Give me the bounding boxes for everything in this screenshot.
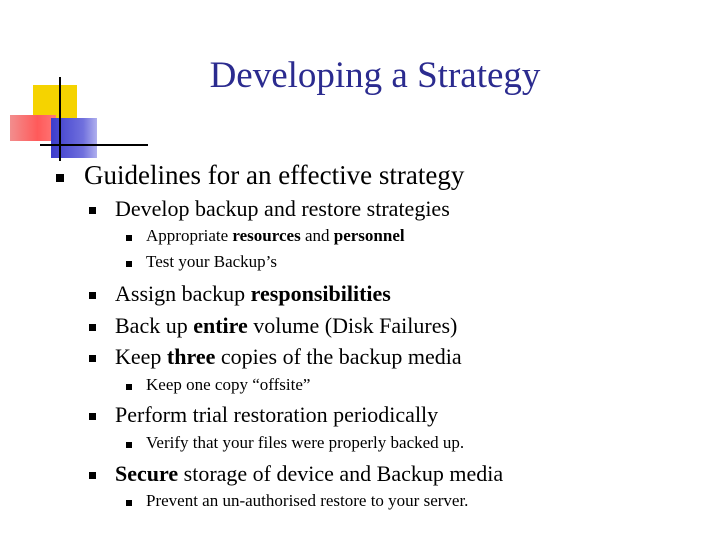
item-assign: Assign backup responsibilities <box>115 281 391 306</box>
bullet-icon <box>126 500 132 506</box>
heading-guidelines: Guidelines for an effective strategy <box>84 160 465 190</box>
bullet-icon <box>126 261 132 267</box>
item-backup-entire: Back up entire volume (Disk Failures) <box>115 313 458 338</box>
item-secure-storage: Secure storage of device and Backup media <box>115 461 504 486</box>
bullet-icon <box>126 384 132 390</box>
item-keep-three: Keep three copies of the backup media <box>115 344 462 369</box>
bullet-icon <box>89 413 96 420</box>
item-verify: Verify that your files were properly backed up. <box>146 433 465 452</box>
decor-horizontal-line <box>40 144 148 146</box>
item-test-backups: Test your Backup’s <box>146 252 278 271</box>
item-appropriate: Appropriate resources and personnel <box>146 226 405 245</box>
bullet-icon <box>126 442 132 448</box>
bullet-icon <box>89 292 96 299</box>
item-trial-restore: Perform trial restoration periodically <box>115 402 439 427</box>
bullet-icon <box>89 355 96 362</box>
decor-red-bar <box>10 115 56 141</box>
bullet-icon <box>89 324 96 331</box>
item-offsite: Keep one copy “offsite” <box>146 375 311 394</box>
decor-blue-square <box>51 118 97 158</box>
bullet-icon <box>89 472 96 479</box>
slide-title: Developing a Strategy <box>209 55 541 96</box>
bullet-icon <box>89 207 96 214</box>
bullet-icon <box>126 235 132 241</box>
bullet-icon <box>56 174 64 182</box>
item-develop: Develop backup and restore strategies <box>115 196 450 221</box>
item-prevent-restore: Prevent an un-authorised restore to your server. <box>146 491 469 510</box>
